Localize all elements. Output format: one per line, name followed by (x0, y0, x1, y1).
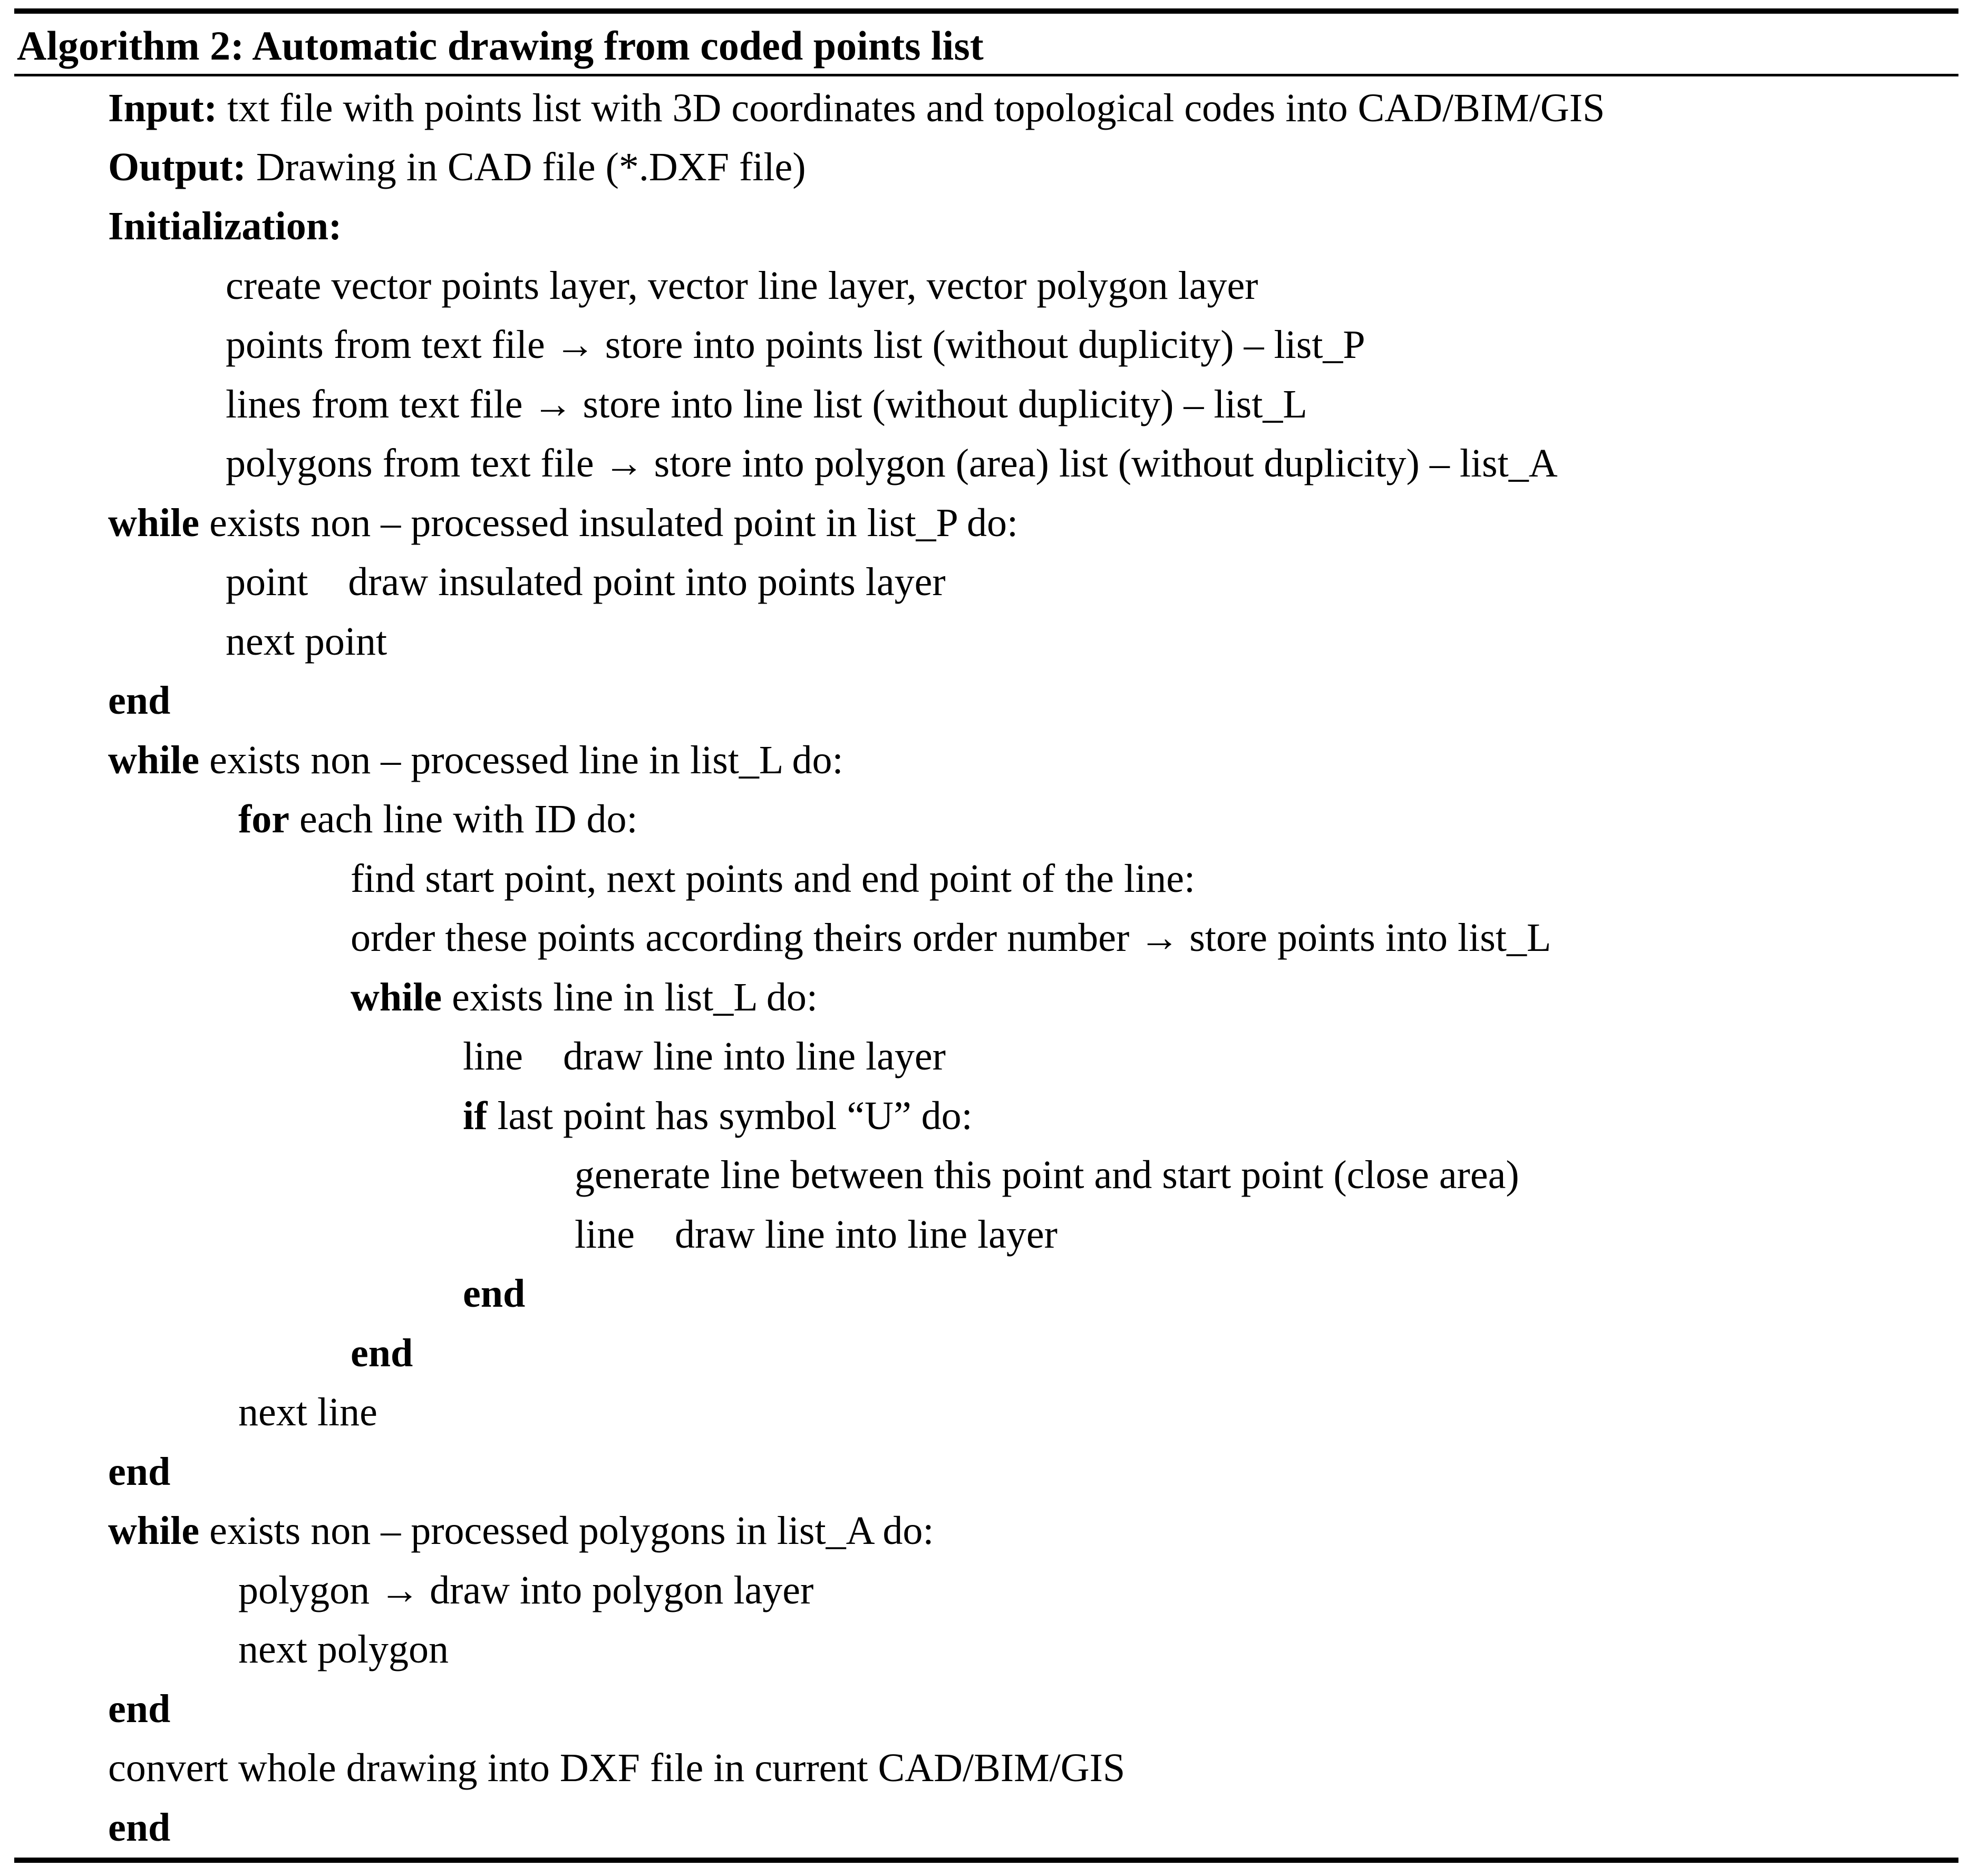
algo-line (226, 618, 387, 665)
line-text: point draw insulated point into points layer (226, 560, 946, 604)
algo-line (226, 558, 946, 606)
keyword: end (108, 1450, 171, 1494)
algo-line (463, 1270, 525, 1317)
algo-line (238, 1567, 813, 1614)
algo-line (575, 1211, 1058, 1258)
algo-line-initialization (108, 202, 342, 250)
algo-line (238, 1626, 449, 1673)
bottom-rule (14, 1858, 1958, 1863)
keyword: while (351, 975, 442, 1019)
line-text: line draw line into line layer (575, 1212, 1058, 1257)
algo-line (351, 914, 1551, 961)
line-text: create vector points layer, vector line layer, vector polygon layer (226, 264, 1258, 308)
algo-line (351, 855, 1195, 902)
keyword: for (238, 797, 290, 841)
keyword: end (108, 1805, 171, 1850)
line-text: next point (226, 619, 387, 664)
algo-line (238, 795, 638, 843)
line-text: each line with ID do: (289, 797, 638, 841)
keyword: if (463, 1094, 488, 1138)
line-text: points from text file → store into points list (without duplicity) – list_P (226, 323, 1365, 367)
keyword: end (351, 1331, 413, 1375)
keyword: end (463, 1271, 526, 1316)
line-text: line draw line into line layer (463, 1034, 946, 1078)
line-text: next polygon (238, 1627, 449, 1671)
line-text: exists non – processed insulated point in list_P do: (199, 501, 1019, 545)
algo-line (108, 677, 170, 724)
line-text: next line (238, 1390, 377, 1434)
algo-line (108, 1804, 170, 1851)
line-text: Drawing in CAD file (*.DXF file) (246, 145, 806, 189)
line-text: lines from text file → store into line list (without duplicity) – list_L (226, 382, 1307, 426)
line-text: polygons from text file → store into polygon (area) list (without duplicity) – list_A (226, 441, 1558, 485)
keyword: while (108, 501, 200, 545)
line-text: exists non – processed polygons in list_A do: (199, 1509, 934, 1553)
algo-line-output (108, 143, 806, 191)
algo-line (238, 1388, 377, 1436)
keyword: Initialization: (108, 204, 342, 248)
line-text: generate line between this point and start point (close area) (575, 1153, 1519, 1197)
algo-line (226, 262, 1258, 309)
algo-line (463, 1092, 973, 1140)
line-text: find start point, next points and end point of the line: (351, 857, 1196, 901)
line-text: convert whole drawing into DXF file in current CAD/BIM/GIS (108, 1746, 1126, 1790)
line-text: order these points according theirs order number → store points into list_L (351, 916, 1551, 960)
algo-line (463, 1033, 946, 1080)
line-text: polygon → draw into polygon layer (238, 1568, 814, 1612)
keyword: Input: (108, 86, 217, 130)
algo-line (108, 1448, 170, 1495)
algo-line (226, 321, 1365, 368)
algo-line (108, 1507, 934, 1554)
keyword: while (108, 1509, 200, 1553)
algo-line (351, 974, 818, 1021)
line-text: txt file with points list with 3D coordinates and topological codes into CAD/BIM/GIS (217, 86, 1605, 130)
keyword: end (108, 1687, 171, 1731)
algo-line (351, 1329, 413, 1377)
algo-line-input (108, 84, 1605, 132)
algo-line (108, 1744, 1125, 1792)
algo-line (226, 440, 1558, 487)
algo-line (575, 1151, 1519, 1199)
algo-line (108, 736, 843, 784)
keyword: Output: (108, 145, 246, 189)
line-text: last point has symbol “U” do: (487, 1094, 973, 1138)
algorithm-title: Algorithm 2: Automatic drawing from coded points list (17, 23, 984, 69)
keyword: end (108, 678, 171, 723)
keyword: while (108, 738, 200, 782)
algo-line (226, 381, 1307, 428)
line-text: exists non – processed line in list_L do: (199, 738, 843, 782)
line-text: exists line in list_L do: (442, 975, 818, 1019)
algo-line (108, 1685, 170, 1733)
algo-line (108, 499, 1018, 547)
